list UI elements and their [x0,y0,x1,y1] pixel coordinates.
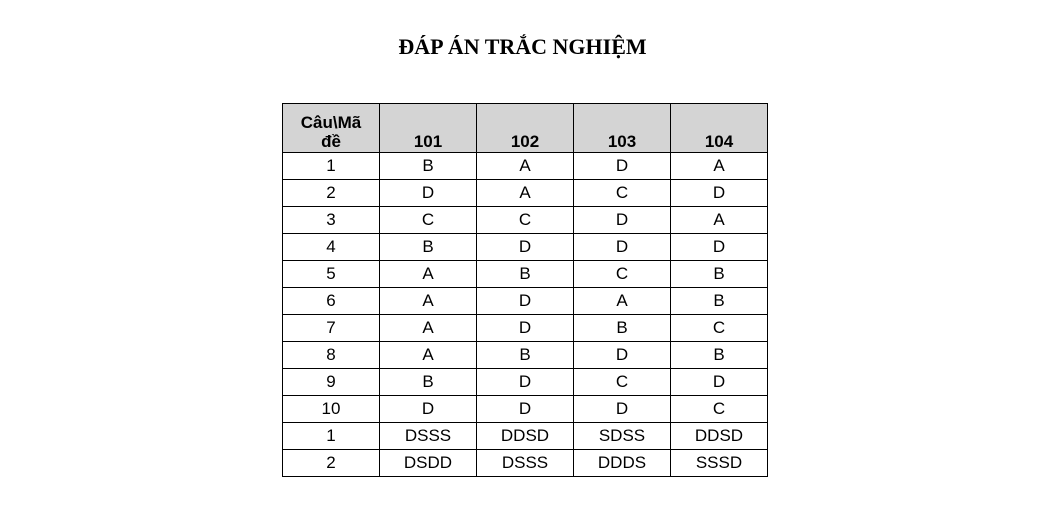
question-number: 10 [283,396,380,423]
answer-cell: C [380,207,477,234]
table-row [283,180,768,207]
answer-cell: C [574,369,671,396]
answer-cell: D [477,288,574,315]
answer-cell: B [380,234,477,261]
question-number: 2 [283,450,380,477]
answer-cell: C [574,180,671,207]
table-row [283,396,768,423]
code-header: 102 [477,104,574,153]
answer-cell: D [671,369,768,396]
answer-cell: D [477,369,574,396]
table-row [283,288,768,315]
answer-cell: D [574,234,671,261]
question-number: 6 [283,288,380,315]
answer-cell: DDSD [671,423,768,450]
answer-cell: D [477,315,574,342]
question-number: 7 [283,315,380,342]
table-row [283,369,768,396]
corner-header-line2: đề [321,132,341,151]
answer-cell: B [477,342,574,369]
code-header: 101 [380,104,477,153]
answer-cell: B [477,261,574,288]
answer-cell: D [574,342,671,369]
question-number: 1 [283,153,380,180]
table-row [283,450,768,477]
corner-header-line1: Câu\Mã [300,113,362,132]
answer-cell: B [671,342,768,369]
answer-cell: B [380,153,477,180]
corner-header [283,104,380,153]
answer-cell: A [380,288,477,315]
answer-cell: D [477,396,574,423]
table-header-row [283,104,768,153]
answer-cell: A [671,207,768,234]
table-row [283,342,768,369]
answer-cell: D [671,234,768,261]
answer-cell: DSSS [477,450,574,477]
answer-cell: DDDS [574,450,671,477]
question-number: 8 [283,342,380,369]
answer-cell: A [380,261,477,288]
table-row [283,153,768,180]
table-row [283,423,768,450]
answer-cell: B [671,288,768,315]
question-number: 5 [283,261,380,288]
answer-cell: A [671,153,768,180]
question-number: 9 [283,369,380,396]
answer-cell: A [574,288,671,315]
question-number: 4 [283,234,380,261]
answer-cell: DSSS [380,423,477,450]
answer-cell: DSDD [380,450,477,477]
answer-cell: C [671,315,768,342]
answer-cell: A [477,180,574,207]
answer-cell: D [477,234,574,261]
code-header: 104 [671,104,768,153]
question-number: 1 [283,423,380,450]
answer-cell: B [574,315,671,342]
question-number: 2 [283,180,380,207]
answer-cell: D [380,180,477,207]
answer-cell: C [477,207,574,234]
answer-cell: SDSS [574,423,671,450]
answer-cell: SSSD [671,450,768,477]
answer-table [282,103,768,477]
answer-cell: B [380,369,477,396]
answer-cell: D [574,153,671,180]
answer-cell: A [380,315,477,342]
table-row [283,234,768,261]
answer-cell: D [574,207,671,234]
question-number: 3 [283,207,380,234]
answer-cell: D [380,396,477,423]
page-title: ĐÁP ÁN TRẮC NGHIỆM [398,34,647,59]
table-row [283,261,768,288]
table-row [283,207,768,234]
code-header: 103 [574,104,671,153]
answer-cell: A [380,342,477,369]
answer-cell: D [574,396,671,423]
answer-cell: A [477,153,574,180]
answer-cell: C [574,261,671,288]
answer-cell: DDSD [477,423,574,450]
answer-cell: B [671,261,768,288]
table-row [283,315,768,342]
answer-cell: D [671,180,768,207]
answer-cell: C [671,396,768,423]
